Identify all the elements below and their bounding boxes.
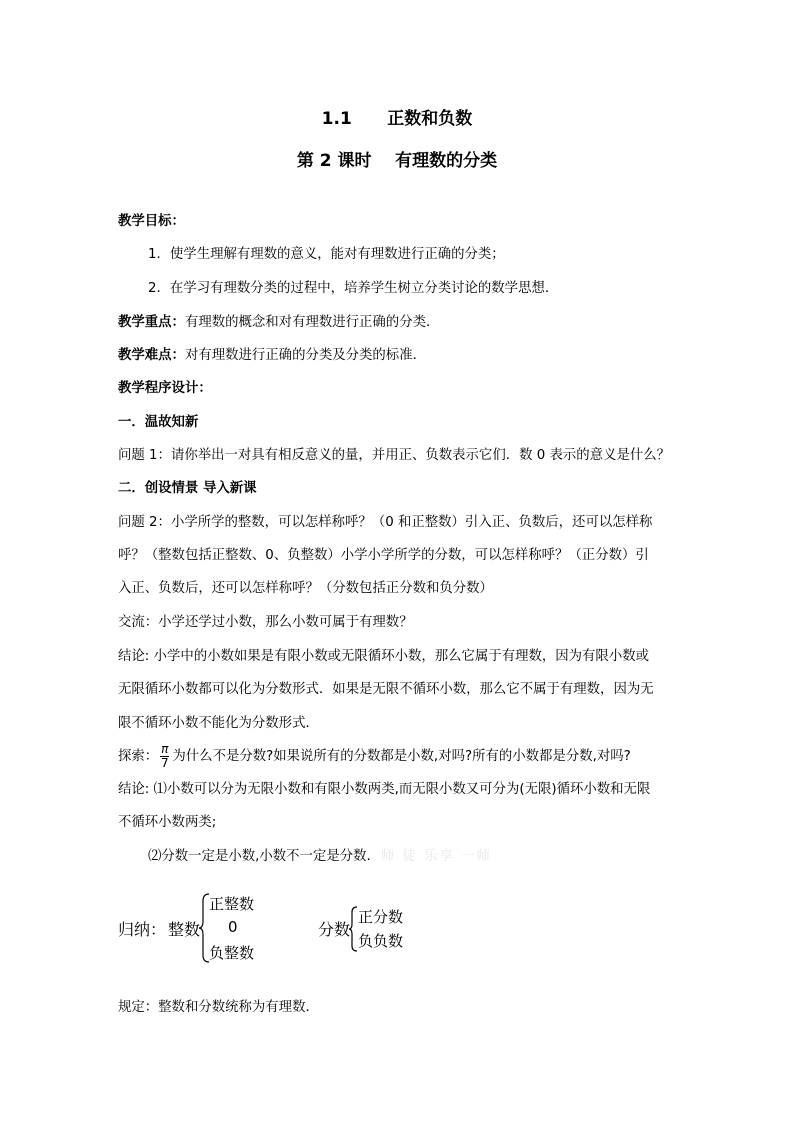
fraction-numerator: π xyxy=(161,741,169,756)
conclusion-1-line-1: 结论: 小学中的小数如果是有限小数或无限循环小数，那么它属于有理数，因为有限小数或 xyxy=(118,649,649,664)
fraction-item-negative: 负负数 xyxy=(358,932,404,950)
conclusion-2-item-2-text: ⑵分数一定是小数,小数不一定是分数. xyxy=(148,849,371,864)
objectives-label: 教学目标： xyxy=(118,214,185,229)
section-2-heading: 二．创设情景 导入新课 xyxy=(118,481,257,496)
pi-over-7-fraction xyxy=(160,743,169,770)
summary-label: 归纳： xyxy=(118,920,167,939)
integer-item-zero: 0 xyxy=(228,918,238,936)
explore-text: 为什么不是分数?如果说所有的分数都是小数,对吗?所有的小数都是分数,对吗? xyxy=(172,749,631,764)
conclusion-1-line-3: 限不循环小数不能化为分数形式． xyxy=(118,716,319,731)
conclusion-1-line-2: 无限循环小数都可以化为分数形式．如果是无限不循环小数，那么它不属于有理数，因为无 xyxy=(118,682,654,697)
integer-item-positive: 正整数 xyxy=(209,895,255,913)
fraction-denominator: 7 xyxy=(160,755,169,770)
question-1: 问题 1：请你举出一对具有相反意义的量，并用正、负数表示它们．数 0 表示的意义是什么？ xyxy=(118,448,671,463)
conclusion-2-item-2 xyxy=(148,847,492,867)
key-point-label: 教学重点： xyxy=(118,315,185,330)
fraction-item-positive: 正分数 xyxy=(358,908,404,926)
difficulty-row xyxy=(118,346,426,366)
objective-item-2: 2．在学习有理数分类的过程中，培养学生树立分类讨论的数学思想． xyxy=(148,281,559,296)
page-title: 1.1 正数和负数 xyxy=(321,109,473,129)
explore-label: 探索： xyxy=(118,749,159,764)
key-point-text: 有理数的概念和对有理数进行正确的分类． xyxy=(184,315,440,330)
question-2-line-1: 问题 2：小学所学的整数，可以怎样称呼？（0 和正整数）引入正、负数后，还可以怎样称 xyxy=(118,515,653,530)
exchange-text: 交流：小学还学过小数，那么小数可属于有理数？ xyxy=(118,615,413,630)
difficulty-text: 对有理数进行正确的分类及分类的标准． xyxy=(184,348,426,363)
rule-text: 规定：整数和分数统称为有理数． xyxy=(118,1000,319,1015)
question-2-line-2: 呼？（整数包括正整数、0、负整数）小学小学所学的分数，可以怎样称呼？（正分数）引 xyxy=(118,548,649,563)
explore-row xyxy=(118,742,631,772)
question-2-line-3: 入正、负数后，还可以怎样称呼？（分数包括正分数和负分数） xyxy=(118,581,493,596)
watermark-text: 师 徒 乐享 一师 xyxy=(380,849,492,864)
conclusion-2-line-1: 结论: ⑴小数可以分为无限小数和有限小数两类,而无限小数又可分为(无限)循环小数和无限 xyxy=(118,782,651,797)
key-point-row xyxy=(118,313,439,333)
integer-item-negative: 负整数 xyxy=(209,944,255,962)
conclusion-2-line-2: 不循环小数两类; xyxy=(118,815,217,830)
fraction-brace xyxy=(348,906,358,952)
objective-item-1: 1．使学生理解有理数的意义，能对有理数进行正确的分类； xyxy=(148,247,505,262)
procedure-label: 教学程序设计： xyxy=(118,381,212,396)
lesson-subtitle: 第 2 课时 有理数的分类 xyxy=(296,151,498,171)
fraction-label: 分数 xyxy=(318,920,351,939)
difficulty-label: 教学难点： xyxy=(118,348,185,363)
section-1-heading: 一．温故知新 xyxy=(118,415,199,430)
integer-label: 整数 xyxy=(168,920,201,939)
